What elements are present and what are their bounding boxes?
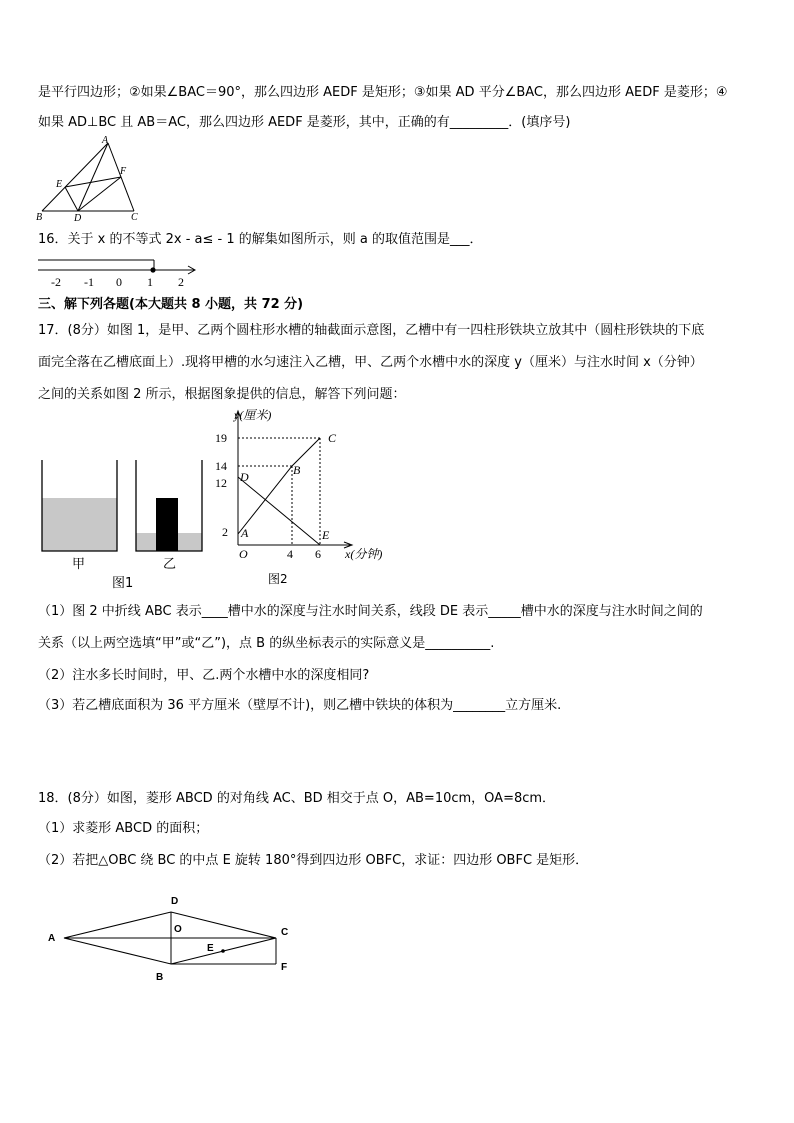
q15-line1: 是平行四边形；②如果∠BAC＝90°，那么四边形 AEDF 是矩形；③如果 AD 平分∠BAC，那么四边形 AEDF 是菱形；④ [38, 85, 728, 100]
q15-label-f: F [120, 166, 127, 177]
q18-label-c: C [281, 927, 289, 938]
q17-line3: 之间的关系如图 2 所示，根据图象提供的信息，解答下列问题： [38, 387, 406, 402]
graph-x-label: x(分钟) [345, 547, 383, 561]
q16-tick-neg1: -1 [84, 275, 94, 289]
point-c: C [328, 431, 337, 445]
q16-tick-2: 2 [178, 275, 184, 289]
q15-triangle-figure [32, 135, 152, 225]
iron-block [156, 498, 178, 551]
point-a: A [241, 526, 249, 540]
point-e: E [322, 528, 330, 542]
q17-part2: （2）注水多长时间时，甲、乙.两个水槽中水的深度相同? [38, 668, 370, 683]
tank-yi-label: 乙 [163, 557, 177, 572]
figure2-caption: 图2 [268, 572, 288, 586]
q18-part2: （2）若把△OBC 绕 BC 的中点 E 旋转 180°得到四边形 OBFC，求证：四边形 OBFC 是矩形． [38, 853, 589, 868]
point-d: D [240, 470, 249, 484]
q18-rhombus-figure [40, 890, 310, 990]
q18-line1: 18．(8分）如图，菱形 ABCD 的对角线 AC、BD 相交于点 O，AB=10cm，OA=8cm． [38, 791, 556, 806]
graph-origin: O [239, 547, 248, 561]
q17-line2: 面完全落在乙槽底面上）.现将甲槽的水匀速注入乙槽，甲、乙两个水槽中水的深度 y（厘米）与注水时间 x（分钟） [38, 355, 703, 370]
graph-y-label: y(厘米) [234, 408, 272, 422]
ytick-2: 2 [222, 525, 228, 539]
ytick-12: 12 [215, 476, 227, 490]
tank-jia-label: 甲 [72, 557, 86, 572]
ytick-14: 14 [215, 459, 227, 473]
q17-figure1-tanks [36, 456, 216, 592]
q16-tick-neg2: -2 [51, 275, 61, 289]
q18-label-f: F [281, 962, 288, 973]
q18-label-e: E [207, 943, 214, 954]
figure1-caption: 图1 [112, 576, 134, 591]
q18-label-b: B [156, 972, 164, 983]
dashed-guides [238, 438, 320, 545]
segment-de [238, 477, 320, 545]
xtick-6: 6 [315, 547, 321, 561]
point-b: B [293, 463, 301, 477]
q16-tick-0: 0 [116, 275, 122, 289]
q15-label-d: D [74, 213, 82, 224]
q18-label-o: O [174, 924, 182, 935]
q15-label-b: B [36, 212, 43, 223]
tank-jia-water [42, 498, 117, 551]
polyline-abc [238, 438, 320, 534]
ytick-19: 19 [215, 431, 227, 445]
q15-label-a: A [102, 135, 109, 146]
q17-part3: （3）若乙槽底面积为 36 平方厘米（壁厚不计)，则乙槽中铁块的体积为________立方厘米. [38, 698, 562, 713]
xtick-4: 4 [287, 547, 293, 561]
q18-label-a: A [48, 933, 56, 944]
q15-line2: 如果 AD⊥BC 且 AB＝AC，那么四边形 AEDF 是菱形，其中，正确的有_________．(填序号) [38, 115, 571, 130]
section3-heading: 三、解下列各题(本大题共 8 小题，共 72 分) [38, 297, 304, 312]
q17-line1: 17．(8分）如图 1，是甲、乙两个圆柱形水槽的轴截面示意图，乙槽中有一四柱形铁块立放其中（圆柱形铁块的下底 [38, 323, 705, 338]
q16-text: 16．关于 x 的不等式 2x - a≤ - 1 的解集如图所示，则 a 的取值范围是___． [38, 232, 483, 247]
q18-label-d: D [171, 896, 179, 907]
q17-figure2-graph [210, 405, 410, 587]
q16-tick-1: 1 [147, 275, 153, 289]
midpoint-e [221, 949, 225, 953]
q18-part1: （1）求菱形 ABCD 的面积； [38, 821, 209, 836]
q17-part1-b: 关系（以上两空选填“甲”或“乙”)，点 B 的纵坐标表示的实际意义是__________. [38, 636, 495, 651]
q15-label-e: E [56, 179, 63, 190]
q16-number-line [36, 258, 206, 290]
q17-part1-a: （1）图 2 中折线 ABC 表示____槽中水的深度与注水时间关系，线段 DE 表示_____槽中水的深度与注水时间之间的 [38, 604, 703, 619]
q15-label-c: C [131, 212, 138, 223]
